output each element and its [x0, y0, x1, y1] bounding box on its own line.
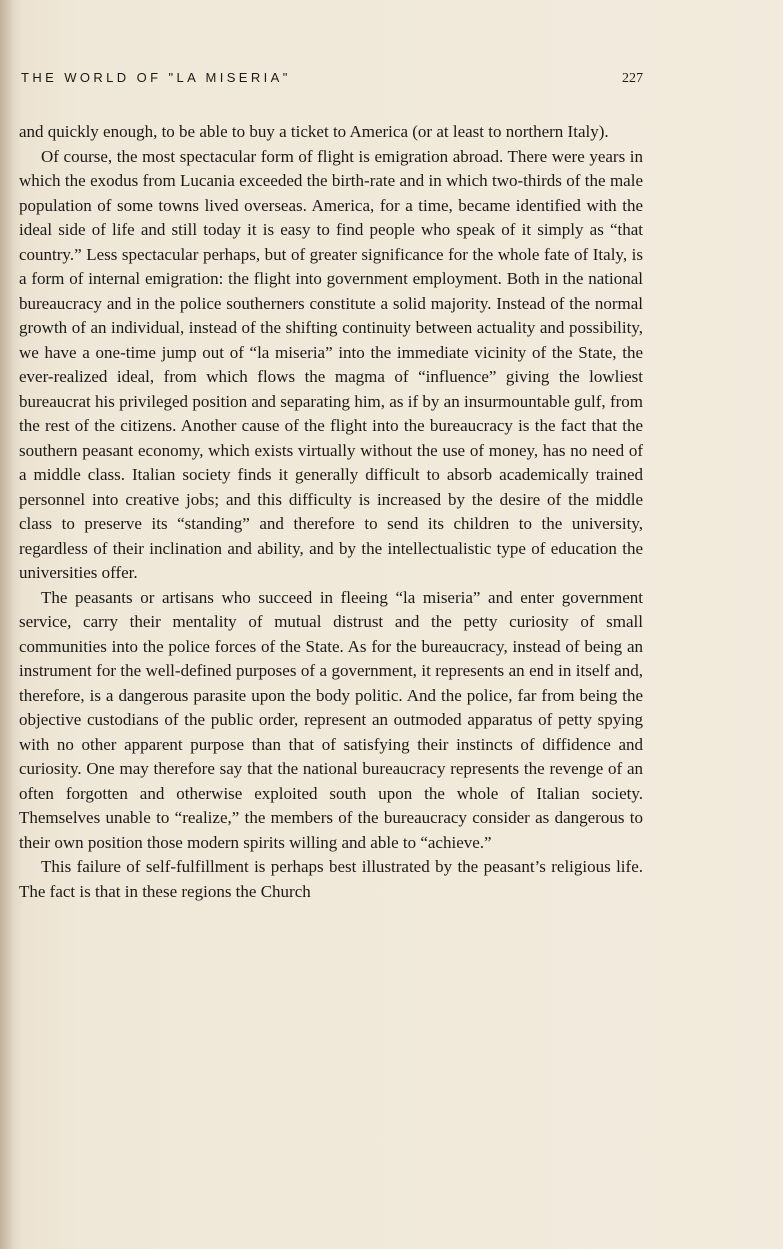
paragraph-emigration: Of course, the most spectacular form of flight is emigration abroad. There were years in which the exodus from Lucania exceeded the birth-rate and in which two-thirds of the male population of some towns lived overseas. America, for a time, became identified with the ideal side of life and still today it is easy to find people who speak of it simply as “that country.” Less spectacular perhaps, but of greater significance for the whole fate of Italy, is a form of internal emigration: the flight into government employment. Both in the national bureaucracy and in the police southerners constitute a solid majority. Instead of the normal growth of an individual, instead of the shifting continuity between actuality and possibility, we have a one-time jump out of “la miseria” into the immediate vicinity of the State, the ever-realized ideal, from which flows the magma of “influence” giving the lowliest bureaucrat his privileged position and separating him, as if by an insurmountable gulf, from the rest of the citizens. Another cause of the flight into the bureaucracy is the fact that the southern peasant economy, which exists virtually without the use of money, has no need of a middle class. Italian society finds it generally difficult to absorb academically trained personnel into creative jobs; and this difficulty is increased by the desire of the middle class to preserve its “standing” and therefore to send its children to the university, regardless of their inclination and ability, and by the intellectualistic type of education the universities offer.	[19, 146, 643, 582]
running-head	[19, 70, 643, 106]
page-number: 227	[622, 71, 643, 86]
paragraph-religious-life: This failure of self-fulfillment is perhaps best illustrated by the peasant’s religious life. The fact is that in these regions the Church	[19, 857, 643, 901]
paragraph-government-service: The peasants or artisans who succeed in fleeing “la miseria” and enter government service, carry their mentality of mutual distrust and the petty curiosity of small communities into the police forces of the State. As for the bureaucracy, instead of being an instrument for the well-defined purposes of a government, it represents an end in itself and, therefore, is a dangerous parasite upon the body politic. And the police, far from being the objective custodians of the public order, represent an outmoded apparatus of petty spying with no other apparent purpose than that of satisfying their instincts of diffidence and curiosity. One may therefore say that the national bureaucracy represents the revenge of an often forgotten and otherwise exploited south upon the whole of Italian society. Themselves unable to “realize,” the members of the bureaucracy consider as dangerous to their own position those modern spirits willing and able to “achieve.”	[19, 587, 643, 852]
running-title: THE WORLD OF "LA MISERIA"	[21, 70, 291, 85]
book-page	[19, 70, 643, 904]
body-text	[19, 120, 643, 904]
page-spine-shadow	[0, 0, 14, 1249]
paragraph-continuation: and quickly enough, to be able to buy a ticket to America (or at least to northern Italy).	[19, 122, 609, 141]
